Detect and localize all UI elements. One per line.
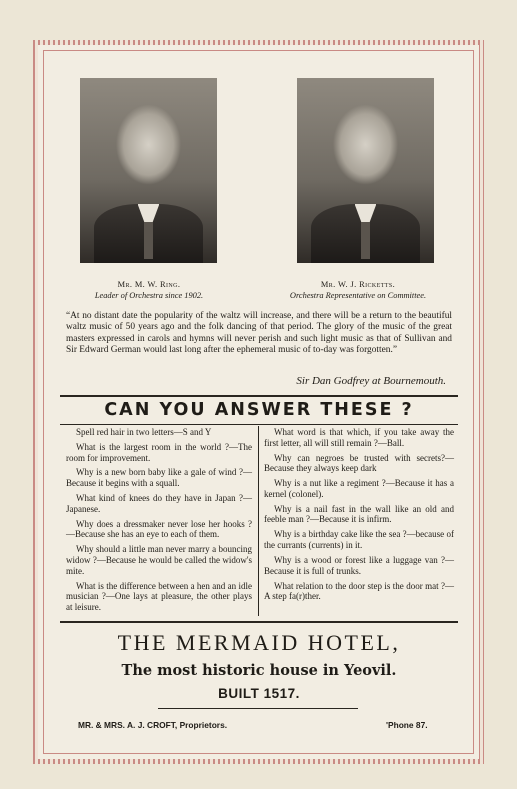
caption-role: Orchestra Representative on Committee. bbox=[289, 291, 427, 300]
phone-number: 'Phone 87. bbox=[386, 720, 428, 730]
riddle-item: Why is a new born baby like a gale of wind ?—Because it begins with a squall. bbox=[66, 467, 252, 489]
caption-name: Mr. M. W. Ring. bbox=[117, 280, 181, 289]
quote-text: “At no distant date the popularity of the waltz will increase, and there will be a return to the beautiful waltz music of 50 years ago and the folk dancing of that period. The glory of the music of the great masters expressed in carols and hymns will never perish and such light music as that of Sullivan and Sir Edward German would last long after the ephemeral music of to-day was forgotten.” bbox=[66, 311, 452, 356]
hotel-name: THE MERMAID HOTEL, bbox=[117, 630, 401, 655]
divider-advert bbox=[60, 621, 458, 623]
hotel-tagline: The most historic house in Yeovil. bbox=[121, 662, 397, 679]
riddle-item: Why is a nut like a regiment ?—Because it has a kernel (colonel). bbox=[264, 478, 454, 499]
riddle-item: Why is a nail fast in the wall like an old and feeble man ?—Because it is infirm. bbox=[264, 503, 454, 525]
caption-name: Mr. W. J. Ricketts. bbox=[320, 280, 396, 289]
riddles-right-column bbox=[264, 427, 454, 606]
riddle-item: What is the difference between a hen and an idle musician ?—One lays at pleasure, the other plays at leisure. bbox=[66, 580, 252, 612]
riddle-item: Why is a wood or forest like a luggage van ?—Because it is full of trunks. bbox=[264, 554, 454, 576]
divider-heading bbox=[60, 424, 458, 425]
portrait-photo-ricketts bbox=[297, 78, 434, 263]
proprietors: MR. & MRS. A. J. CROFT, Proprietors. bbox=[78, 720, 228, 730]
riddle-item: Why is a birthday cake like the sea ?—because of the currants (currents) in it. bbox=[264, 529, 454, 551]
caption-role: Leader of Orchestra since 1902. bbox=[94, 291, 204, 300]
divider-top bbox=[60, 395, 458, 397]
riddle-item: Spell red hair in two letters—S and Y bbox=[76, 427, 212, 437]
riddle-item: Why should a little man never marry a bouncing widow ?—Because he would be called the widow's mite. bbox=[66, 544, 252, 576]
caption-ring bbox=[54, 279, 244, 301]
riddle-item: What is the largest room in the world ?—The room for improvement. bbox=[66, 441, 252, 463]
portrait-tie bbox=[361, 222, 369, 259]
portrait-photo-ring bbox=[80, 78, 217, 263]
riddle-item: What kind of knees do they have in Japan ?—Japanese. bbox=[66, 493, 252, 514]
riddles-heading: CAN YOU ANSWER THESE ? bbox=[104, 400, 414, 420]
hotel-built: BUILT 1517. bbox=[218, 686, 300, 701]
column-separator bbox=[258, 426, 259, 616]
quote-attribution: Sir Dan Godfrey at Bournemouth. bbox=[296, 375, 446, 387]
divider-built bbox=[158, 708, 358, 709]
portrait-tie bbox=[144, 222, 152, 259]
caption-ricketts bbox=[263, 279, 453, 301]
riddle-item: Why does a dressmaker never lose her hooks ?—Because she has an eye to each of them. bbox=[66, 518, 252, 540]
riddles-left-column bbox=[66, 427, 252, 617]
riddle-item: What word is that which, if you take away the first letter, all will still remain ?—Ball. bbox=[264, 427, 454, 448]
riddle-item: Why can negroes be trusted with secrets?—Because they always keep dark bbox=[264, 452, 454, 474]
riddle-item: What relation to the door step is the door mat ?—A step fa(r)ther. bbox=[264, 580, 454, 602]
